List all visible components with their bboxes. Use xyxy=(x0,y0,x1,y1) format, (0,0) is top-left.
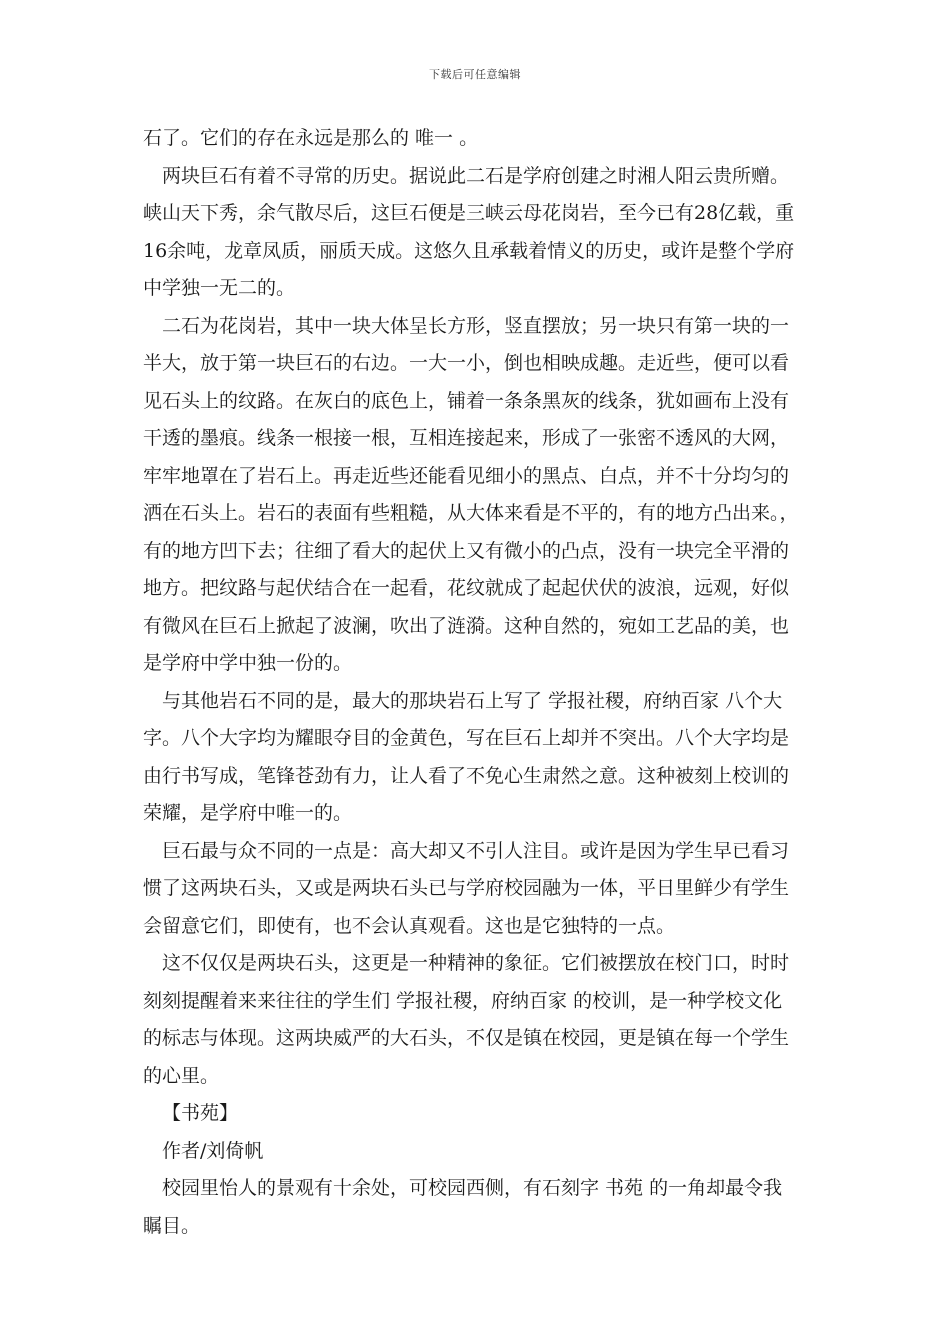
text-line: 的心里。 xyxy=(143,1064,220,1087)
text-line: 16余吨，龙章凤质，丽质天成。这悠久且承载着情义的历史，或许是整个学府 xyxy=(143,239,795,262)
text-line: 有的地方凹下去；往细了看大的起伏上又有微小的凸点，没有一块完全平滑的 xyxy=(143,539,790,562)
text-line: 巨石最与众不同的一点是：高大却又不引人注目。或许是因为学生早已看习 xyxy=(162,839,790,862)
text-line: 有微风在巨石上掀起了波澜，吹出了涟漪。这种自然的，宛如工艺品的美，也 xyxy=(143,614,790,637)
text-line: 见石头上的纹路。在灰白的底色上，铺着一条条黑灰的线条，犹如画布上没有 xyxy=(143,389,790,412)
text-line: 荣耀，是学府中唯一的。 xyxy=(143,802,353,824)
paragraph-6 xyxy=(143,945,811,1095)
text-line: 牢牢地罩在了岩石上。再走近些还能看见细小的黑点、白点，并不十分均匀的 xyxy=(143,464,790,487)
text-line: 瞩目。 xyxy=(143,1214,201,1237)
text-line: 由行书写成，笔锋苍劲有力，让人看了不免心生肃然之意。这种被刻上校训的 xyxy=(143,764,790,787)
text-line: 干透的墨痕。线条一根接一根，互相连接起来，形成了一张密不透风的大网， xyxy=(143,427,790,449)
text-line: 校园里怡人的景观有十余处，可校园西侧，有石刻字 书苑 的一角却最令我 xyxy=(162,1177,783,1199)
page-header: 下载后可任意编辑 xyxy=(429,68,521,81)
text-line: 洒在石头上。岩石的表面有些粗糙，从大体来看是不平的，有的地方凸出来。， xyxy=(143,502,799,524)
paragraph-4 xyxy=(143,683,811,833)
text-line: 刻刻提醒着来来往往的学生们 学报社稷，府纳百家 的校训，是一种学校文化 xyxy=(143,989,783,1012)
text-line: 与其他岩石不同的是，最大的那块岩石上写了 学报社稷，府纳百家 八个大 xyxy=(162,689,783,712)
text-line: 的标志与体现。这两块威严的大石头，不仅是镇在校园，更是镇在每一个学生 xyxy=(143,1027,790,1049)
text-line: 两块巨石有着不寻常的历史。据说此二石是学府创建之时湘人阳云贵所赠。 xyxy=(162,164,790,187)
text-line: 半大，放于第一块巨石的右边。一大一小，倒也相映成趣。走近些，便可以看 xyxy=(143,352,790,374)
paragraph-2 xyxy=(143,158,811,308)
paragraph-1 xyxy=(143,120,811,158)
text-line: 地方。把纹路与起伏结合在一起看，花纹就成了起起伏伏的波浪，远观，好似 xyxy=(143,577,790,599)
paragraph-3 xyxy=(143,308,811,683)
text-line: 会留意它们，即使有，也不会认真观看。这也是它独特的一点。 xyxy=(143,914,676,937)
section-heading xyxy=(143,1095,811,1133)
author-line xyxy=(143,1133,811,1171)
paragraph-5 xyxy=(143,833,811,946)
text-line: 这不仅仅是两块石头，这更是一种精神的象征。它们被摆放在校门口，时时 xyxy=(162,952,790,974)
text-line: 【书苑】 xyxy=(162,1102,239,1124)
text-line: 字。八个大字均为耀眼夺目的金黄色，写在巨石上却并不突出。八个大字均是 xyxy=(143,727,790,749)
text-line: 峡山天下秀，余气散尽后，这巨石便是三峡云母花岗岩，至今已有28亿载，重 xyxy=(143,202,795,224)
text-line: 是学府中学中独一份的。 xyxy=(143,652,353,674)
text-line: 中学独一无二的。 xyxy=(143,277,296,299)
document-body xyxy=(143,120,811,1245)
text-line: 惯了这两块石头，又或是两块石头已与学府校园融为一体，平日里鲜少有学生 xyxy=(143,877,790,899)
paragraph-9 xyxy=(143,1170,811,1245)
text-line: 石了。它们的存在永远是那么的 唯一 。 xyxy=(143,127,479,149)
text-line: 二石为花岗岩，其中一块大体呈长方形，竖直摆放；另一块只有第一块的一 xyxy=(162,314,790,337)
text-line: 作者/刘倚帆 xyxy=(162,1139,264,1162)
